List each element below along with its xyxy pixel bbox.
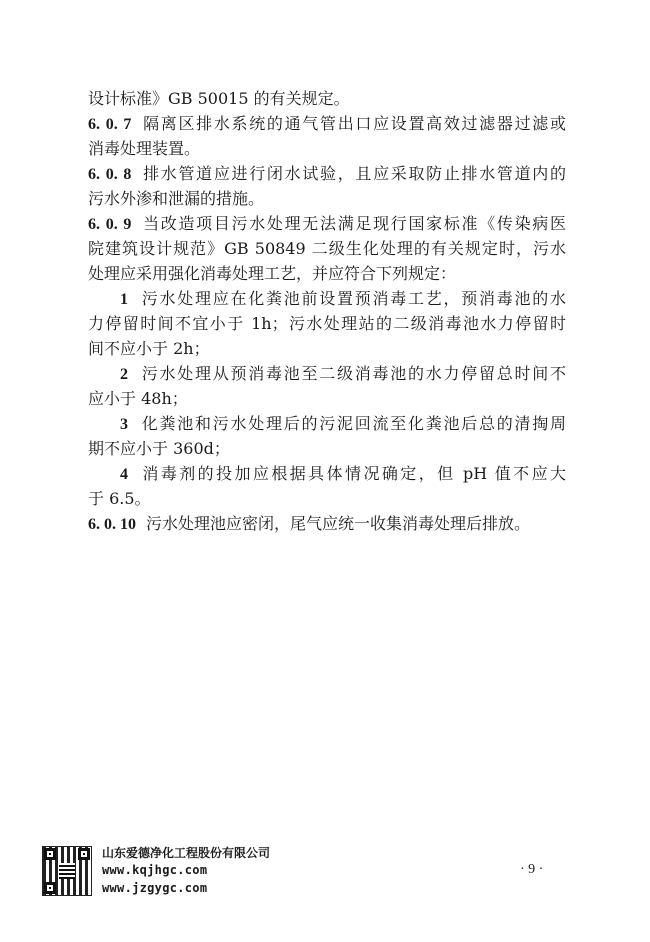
item-number: 4: [120, 466, 128, 483]
list-item-1: [88, 286, 566, 311]
clause-6-0-8: [88, 161, 566, 186]
list-item-4: [88, 461, 566, 486]
clause-text: 排水管道应进行闭水试验，且应采取防止排水管道内的: [141, 164, 566, 183]
list-item-2: [88, 361, 566, 386]
item-text: 化粪池和污水处理后的污泥回流至化粪池后总的清掏周: [140, 414, 566, 433]
text-line: 期不应小于 360d；: [88, 439, 230, 458]
clause-text: 隔离区排水系统的通气管出口应设置高效过滤器过滤或: [141, 114, 566, 133]
item-text: 污水处理应在化粪池前设置预消毒工艺，预消毒池的水: [140, 289, 566, 308]
clause-number: 6. 0. 8: [88, 166, 132, 183]
clause-number: 6. 0. 7: [88, 116, 132, 133]
item-number: 3: [120, 416, 128, 433]
clause-number: 6. 0. 10: [88, 516, 136, 533]
text-line: 设计标准》GB 50015 的有关规定。: [88, 89, 350, 108]
text-line: 消毒处理装置。: [88, 139, 201, 158]
text-line: 于 6.5。: [88, 489, 151, 508]
website-link[interactable]: www.jzgygc.com: [102, 881, 208, 895]
clause-6-0-9: [88, 211, 566, 236]
clause-text: 当改造项目污水处理无法满足现行国家标准《传染病医: [141, 214, 566, 233]
item-text: 消毒剂的投加应根据具体情况确定，但 pH 值不应大: [140, 464, 566, 483]
item-text: 污水处理从预消毒池至二级消毒池的水力停留总时间不: [140, 364, 566, 383]
item-number: 1: [120, 291, 128, 308]
page-number: · 9 ·: [520, 862, 544, 877]
text-line: 间不应小于 2h；: [88, 339, 210, 358]
text-line: 应小于 48h；: [88, 389, 188, 408]
text-line: 力停留时间不宜小于 1h；污水处理站的二级消毒池水力停留时: [88, 314, 566, 333]
website-link[interactable]: www.kqjhgc.com: [102, 863, 208, 877]
qr-code-icon: [42, 846, 92, 896]
document-body: [88, 86, 566, 536]
list-item-3: [88, 411, 566, 436]
text-line: 污水外渗和泄漏的措施。: [88, 189, 265, 208]
clause-number: 6. 0. 9: [88, 216, 132, 233]
clause-6-0-10: [88, 511, 566, 536]
clause-6-0-7: [88, 111, 566, 136]
page-footer: [42, 842, 572, 902]
text-line: 处理应采用强化消毒处理工艺，并应符合下列规定：: [88, 264, 457, 283]
item-number: 2: [120, 366, 128, 383]
clause-text: 污水处理池应密闭，尾气应统一收集消毒处理后排放。: [146, 514, 531, 533]
text-line: 院建筑设计规范》GB 50849 二级生化处理的有关规定时，污水: [88, 239, 566, 258]
company-name: 山东爱德净化工程股份有限公司: [102, 846, 271, 860]
